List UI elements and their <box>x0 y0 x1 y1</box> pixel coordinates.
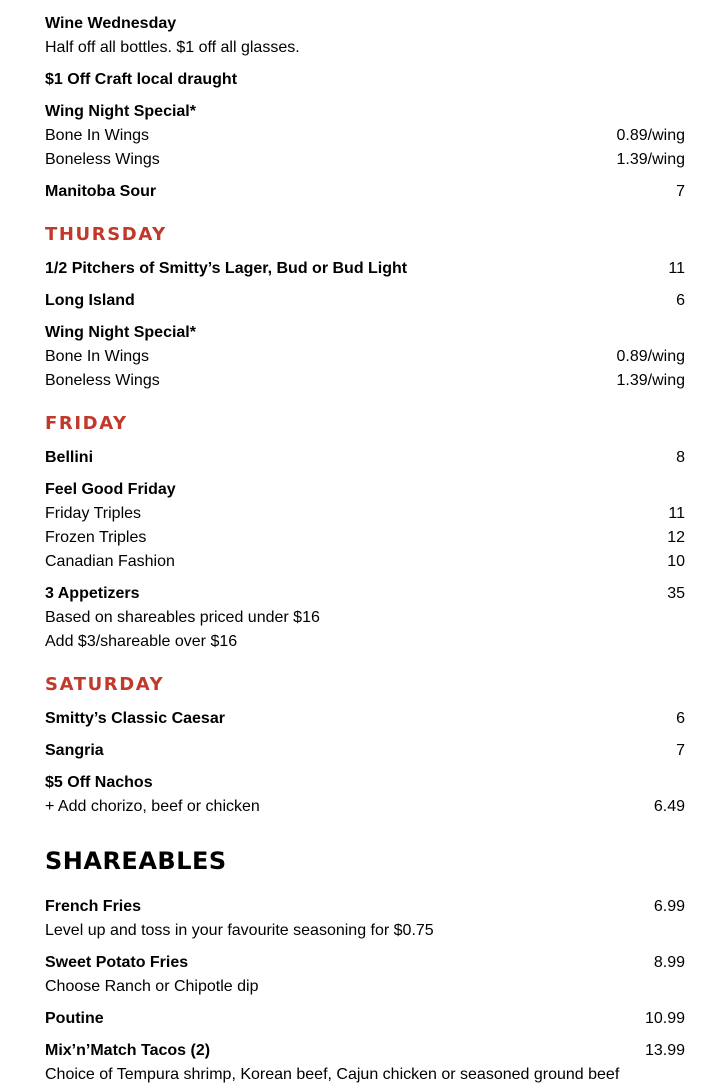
item-description-text: Half off all bottles. $1 off all glasses. <box>45 39 300 56</box>
menu-item-long-island <box>45 289 685 313</box>
subitem-label: Bone In Wings <box>45 348 150 365</box>
menu-subitem <box>45 502 685 526</box>
item-price: 10.99 <box>644 1010 685 1027</box>
item-name: Poutine <box>45 1010 104 1027</box>
item-description <box>45 606 685 630</box>
item-price: 8.99 <box>653 954 685 971</box>
menu-subitem <box>45 345 685 369</box>
menu-subitem <box>45 124 685 148</box>
subitem-price: 11 <box>668 505 685 522</box>
item-price: 7 <box>676 183 685 200</box>
item-name: Sangria <box>45 742 104 759</box>
item-description <box>45 1063 685 1087</box>
item-price: 8 <box>676 449 685 466</box>
menu-item-feel-good-friday <box>45 478 685 502</box>
menu-item-wing-night-thu <box>45 321 685 345</box>
menu-item-french-fries <box>45 895 685 919</box>
subitem-label: + Add chorizo, beef or chicken <box>45 798 260 815</box>
item-name: $5 Off Nachos <box>45 774 153 791</box>
item-price: 6.99 <box>653 898 685 915</box>
menu-item-caesar <box>45 707 685 731</box>
item-name: Bellini <box>45 449 94 466</box>
menu-item-craft-draught <box>45 68 685 92</box>
menu-subitem <box>45 795 685 819</box>
menu-item-bellini <box>45 446 685 470</box>
section-heading-shareables: SHAREABLES <box>45 847 227 875</box>
menu-subitem <box>45 526 685 550</box>
item-name: French Fries <box>45 898 142 915</box>
item-price: 6 <box>676 710 685 727</box>
menu-item-wing-night-wed <box>45 100 685 124</box>
item-description-text: Level up and toss in your favourite seasoning for $0.75 <box>45 922 434 939</box>
subitem-label: Boneless Wings <box>45 151 160 168</box>
item-name: 1/2 Pitchers of Smitty’s Lager, Bud or Bud Light <box>45 260 408 277</box>
subitem-label: Boneless Wings <box>45 372 160 389</box>
item-description <box>45 36 685 60</box>
menu-item-pitchers <box>45 257 685 281</box>
subitem-price: 0.89/wing <box>616 348 685 365</box>
day-heading-friday: FRIDAY <box>45 413 128 434</box>
item-price: 7 <box>676 742 685 759</box>
item-name: Long Island <box>45 292 135 309</box>
item-name: Sweet Potato Fries <box>45 954 189 971</box>
subitem-label: Frozen Triples <box>45 529 147 546</box>
item-price: 6 <box>676 292 685 309</box>
item-price: 11 <box>668 260 685 277</box>
menu-subitem <box>45 148 685 172</box>
menu-item-nachos <box>45 771 685 795</box>
subitem-price: 0.89/wing <box>616 127 685 144</box>
menu-item-wine-wednesday <box>45 12 685 36</box>
item-name: Manitoba Sour <box>45 183 157 200</box>
item-name: Wing Night Special* <box>45 103 196 120</box>
subitem-label: Canadian Fashion <box>45 553 175 570</box>
day-heading-saturday: SATURDAY <box>45 674 165 695</box>
menu-item-sangria <box>45 739 685 763</box>
item-description-text: Choice of Tempura shrimp, Korean beef, Cajun chicken or seasoned ground beef <box>45 1066 620 1083</box>
item-description-text: Add $3/shareable over $16 <box>45 633 238 650</box>
item-description <box>45 919 685 943</box>
item-name: Mix’n’Match Tacos (2) <box>45 1042 211 1059</box>
item-price: 35 <box>667 585 685 602</box>
item-description <box>45 975 685 999</box>
subitem-label: Friday Triples <box>45 505 142 522</box>
menu-item-tacos <box>45 1039 685 1063</box>
item-name: Feel Good Friday <box>45 481 176 498</box>
day-heading-thursday: THURSDAY <box>45 224 167 245</box>
menu-subitem <box>45 369 685 393</box>
item-description-text: Based on shareables priced under $16 <box>45 609 320 626</box>
subitem-price: 1.39/wing <box>616 151 685 168</box>
item-name: 3 Appetizers <box>45 585 140 602</box>
subitem-label: Bone In Wings <box>45 127 150 144</box>
menu-subitem <box>45 550 685 574</box>
item-name: Wing Night Special* <box>45 324 196 341</box>
menu-item-poutine <box>45 1007 685 1031</box>
menu-item-sweet-potato-fries <box>45 951 685 975</box>
subitem-price: 6.49 <box>653 798 685 815</box>
menu-item-manitoba-sour <box>45 180 685 204</box>
item-name: Smitty’s Classic Caesar <box>45 710 225 727</box>
subitem-price: 1.39/wing <box>616 372 685 389</box>
subitem-price: 10 <box>667 553 685 570</box>
item-price: 13.99 <box>644 1042 685 1059</box>
item-description-text: Choose Ranch or Chipotle dip <box>45 978 259 995</box>
subitem-price: 12 <box>667 529 685 546</box>
menu-item-3-appetizers <box>45 582 685 606</box>
item-name: Wine Wednesday <box>45 15 177 32</box>
item-description <box>45 630 685 654</box>
item-name: $1 Off Craft local draught <box>45 71 238 88</box>
